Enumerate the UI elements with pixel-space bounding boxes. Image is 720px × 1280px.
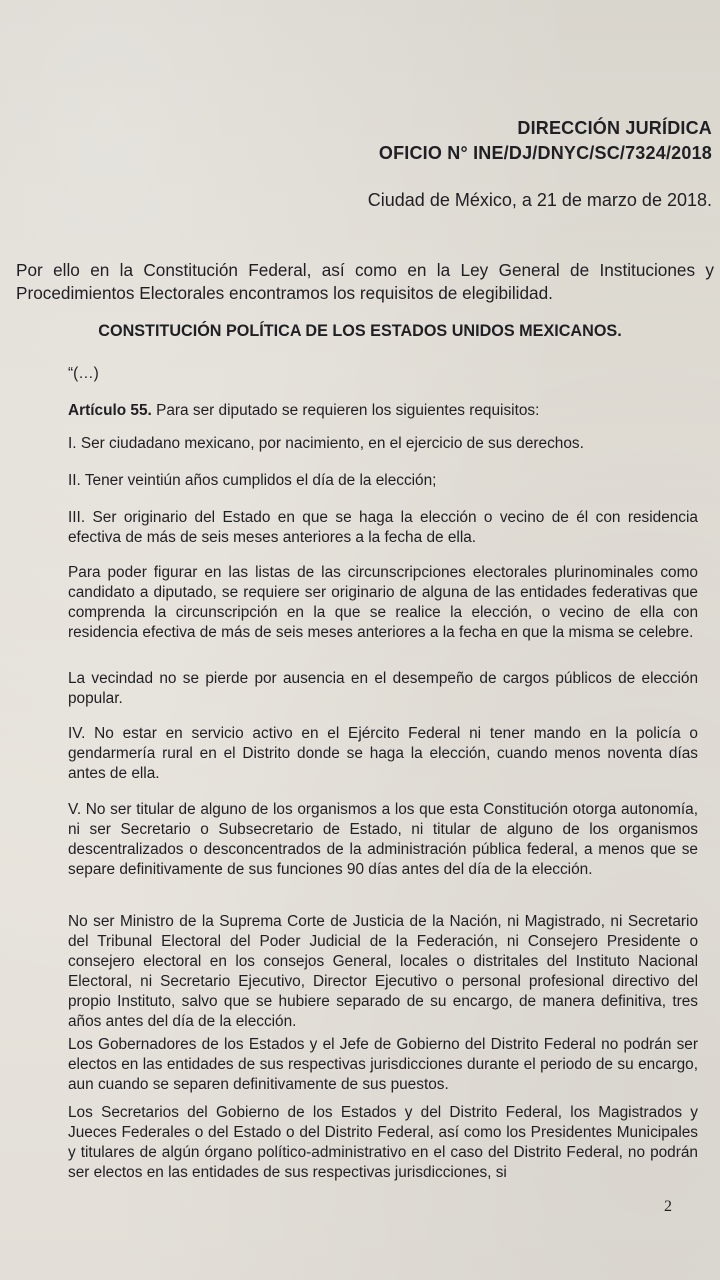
- intro-paragraph: Por ello en la Constitución Federal, así como en la Ley General de Instituciones y Procedimientos Electorales encontramos los requisitos de elegibilidad.: [16, 260, 714, 303]
- constitution-title: CONSTITUCIÓN POLÍTICA DE LOS ESTADOS UNIDOS MEXICANOS.: [98, 322, 622, 340]
- paragraph-ministro: No ser Ministro de la Suprema Corte de Justicia de la Nación, ni Magistrado, ni Secretario del Tribunal Electoral del Poder Judicial de la Federación, ni Consejero Presidente o consejero electoral en los consejos General, locales o distritales del Instituto Nacional Electoral, ni Secretario Ejecutivo, Director Ejecutivo o personal profesional directivo del propio Instituto, salvo que se hubiere separado de su encargo, de manera definitiva, tres años antes del día de la elección.: [68, 913, 698, 1030]
- department-heading: DIRECCIÓN JURÍDICA: [517, 118, 712, 138]
- paragraph-fraction-1: I. Ser ciudadano mexicano, por nacimiento, en el ejercicio de sus derechos.: [68, 435, 584, 452]
- article-lead: Para ser diputado se requieren los siguientes requisitos:: [151, 402, 540, 419]
- article-heading: [68, 401, 698, 421]
- date-line: Ciudad de México, a 21 de marzo de 2018.: [367, 190, 712, 210]
- quote-open: “(…): [68, 365, 99, 382]
- paragraph-secretarios: Los Secretarios del Gobierno de los Estados y del Distrito Federal, los Magistrados y Jueces Federales o del Estado o del Distrito Federal, así como los Presidentes Municipales y titulares de algún órgano político-administrativo en el caso del Distrito Federal, no podrán ser electos en las entidades de sus respectivas jurisdicciones, si: [68, 1104, 698, 1181]
- paragraph-fraction-4: IV. No estar en servicio activo en el Ejército Federal ni tener mando en la policía o gendarmería rural en el Distrito donde se haga la elección, cuando menos noventa días antes de ella.: [68, 725, 698, 782]
- paragraph-gobernadores: Los Gobernadores de los Estados y el Jefe de Gobierno del Distrito Federal no podrán ser electos en las entidades de sus respectivas jurisdicciones durante el periodo de su encargo, aun cuando se separen definitivamente de sus puestos.: [68, 1036, 698, 1093]
- paragraph-fraction-3: III. Ser originario del Estado en que se haga la elección o vecino de él con residencia efectiva de más de seis meses anteriores a la fecha de ella.: [68, 509, 698, 546]
- office-number: OFICIO N° INE/DJ/DNYC/SC/7324/2018: [378, 143, 712, 163]
- paragraph-plurinominal: Para poder figurar en las listas de las circunscripciones electorales plurinominales como candidato a diputado, se requiere ser originario de alguna de las entidades federativas que comprenda la circunscripción en la que se realice la elección, o vecino de ella con residencia efectiva de más de seis meses anteriores a la fecha en que la misma se celebre.: [68, 564, 698, 641]
- page-number: 2: [664, 1198, 672, 1215]
- paragraph-fraction-2: II. Tener veintiún años cumplidos el día de la elección;: [68, 472, 437, 489]
- article-label: Artículo 55.: [68, 402, 152, 419]
- paragraph-vecindad: La vecindad no se pierde por ausencia en el desempeño de cargos públicos de elección popular.: [68, 670, 698, 707]
- paragraph-fraction-5: V. No ser titular de alguno de los organismos a los que esta Constitución otorga autonomía, ni ser Secretario o Subsecretario de Estado, ni titular de alguno de los organismos descentralizados o desconcentrados de la administración pública federal, a menos que se separe definitivamente de sus funciones 90 días antes del día de la elección.: [68, 801, 698, 878]
